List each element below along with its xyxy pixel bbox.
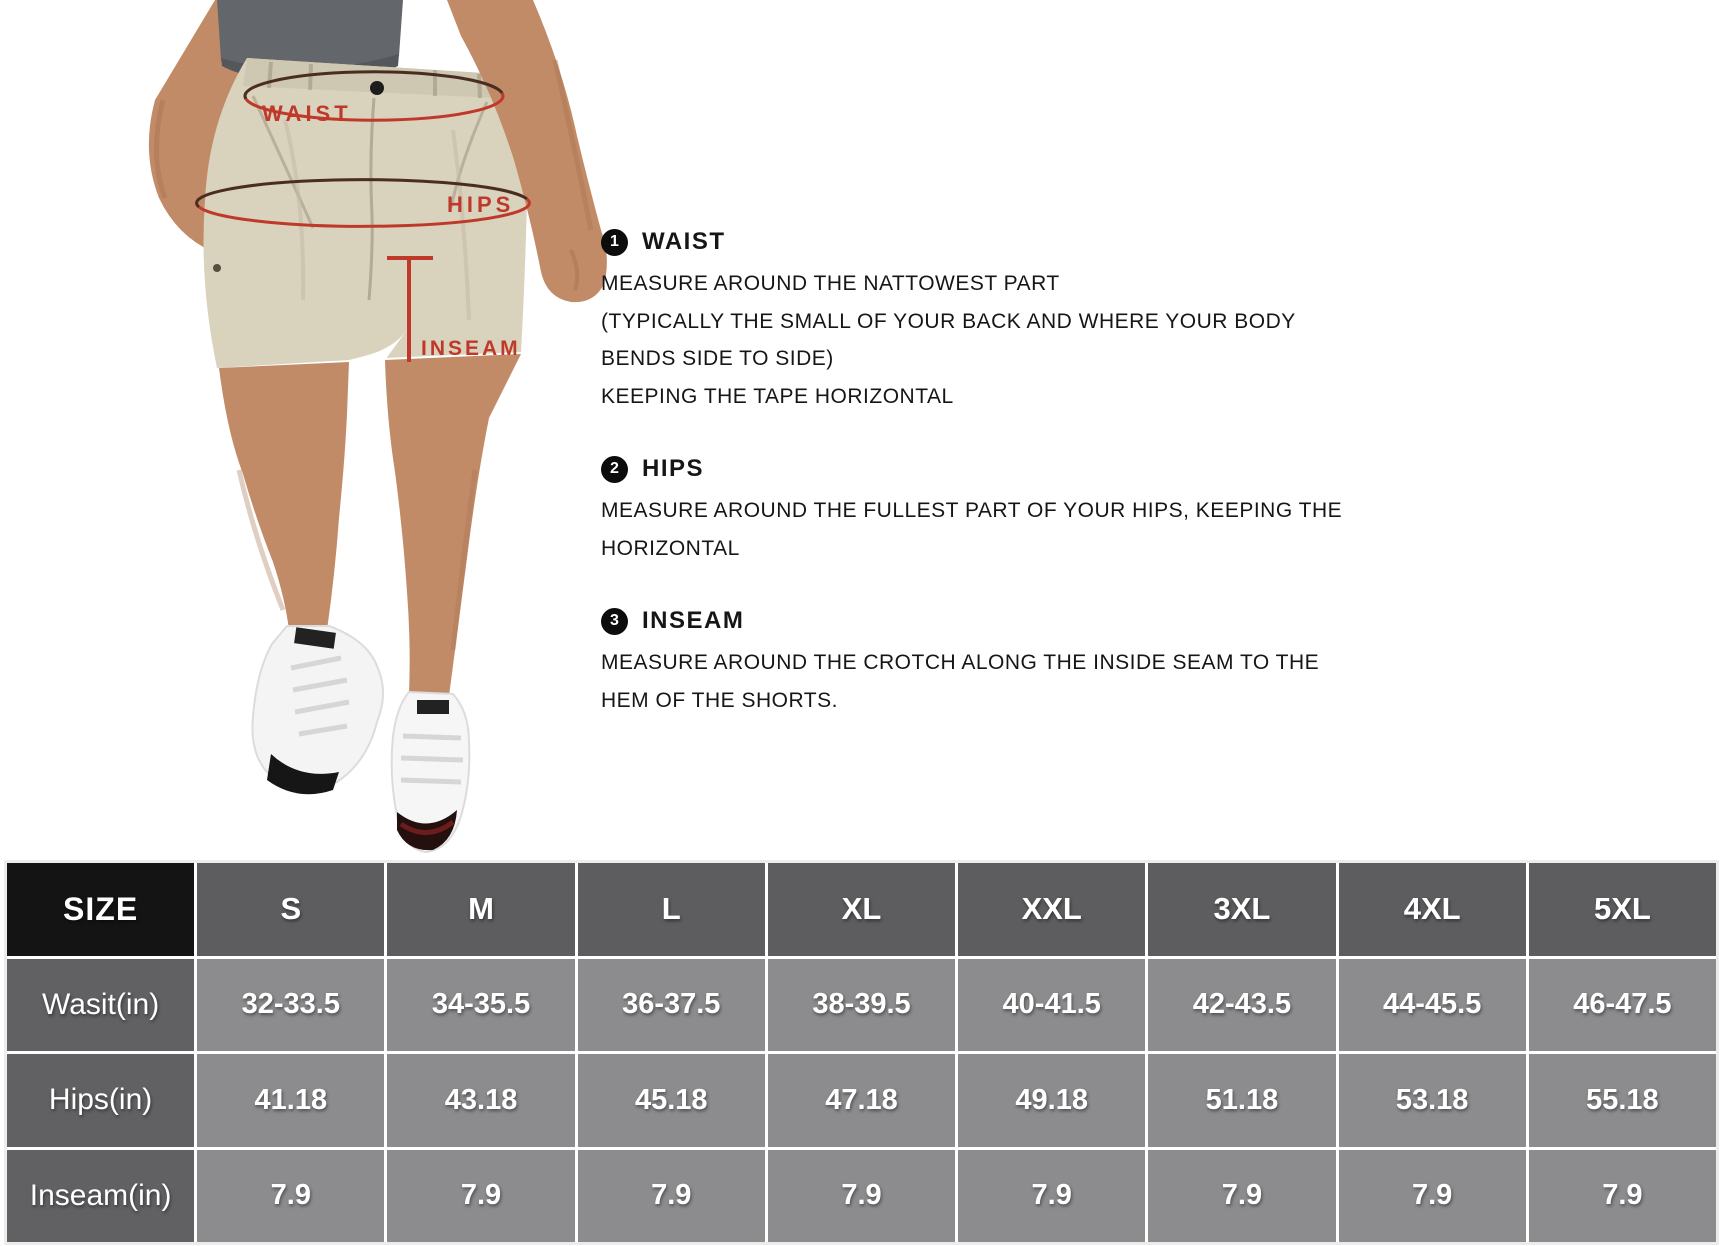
size-column-header: 5XL [1529, 863, 1716, 956]
hips-instruction-title: HIPS [642, 455, 705, 482]
size-column-header: XXL [958, 863, 1145, 956]
hips-instruction-line: HORIZONTAL [601, 536, 740, 560]
bullet-1-icon: 1 [601, 229, 628, 256]
size-value-cell: 47.18 [768, 1054, 955, 1147]
right-shoe [392, 692, 470, 852]
instruction-hips [601, 455, 1401, 567]
size-value-cell: 7.9 [768, 1150, 955, 1243]
size-column-header: L [578, 863, 765, 956]
left-leg [219, 362, 349, 630]
size-value-cell: 45.18 [578, 1054, 765, 1147]
measuring-instructions [601, 228, 1401, 759]
inseam-instruction-line: MEASURE AROUND THE CROTCH ALONG THE INSIDE SEAM TO THE [601, 651, 1320, 674]
model-illustration [135, 0, 635, 860]
size-row-label: Inseam(in) [7, 1150, 194, 1243]
size-row-label: Wasit(in) [7, 959, 194, 1052]
shorts-button [370, 81, 384, 95]
inseam-annotation-label: INSEAM [421, 337, 521, 360]
size-value-cell: 34-35.5 [387, 959, 574, 1052]
inseam-instruction-title: INSEAM [642, 607, 745, 634]
size-column-header: XL [768, 863, 955, 956]
inseam-instruction-line: HEM OF THE SHORTS. [601, 688, 838, 712]
size-value-cell: 7.9 [958, 1150, 1145, 1243]
left-shoe [252, 626, 383, 794]
size-value-cell: 32-33.5 [197, 959, 384, 1052]
size-value-cell: 44-45.5 [1339, 959, 1526, 1052]
size-column-header: 3XL [1148, 863, 1335, 956]
size-value-cell: 51.18 [1148, 1054, 1335, 1147]
model-photo [135, 0, 635, 860]
waist-instruction-line: (TYPICALLY THE SMALL OF YOUR BACK AND WHERE YOUR BODY [601, 309, 1296, 333]
size-value-cell: 7.9 [197, 1150, 384, 1243]
size-value-cell: 49.18 [958, 1054, 1145, 1147]
instruction-waist [601, 228, 1401, 415]
hips-instruction-line: MEASURE AROUND THE FULLEST PART OF YOUR HIPS, KEEPING THE [601, 499, 1343, 522]
bullet-2-icon: 2 [601, 456, 628, 483]
size-column-header: 4XL [1339, 863, 1526, 956]
waist-instruction-title: WAIST [642, 228, 726, 255]
waist-instruction-line: MEASURE AROUND THE NATTOWEST PART [601, 272, 1060, 295]
size-value-cell: 42-43.5 [1148, 959, 1335, 1052]
size-value-cell: 41.18 [197, 1054, 384, 1147]
size-value-cell: 38-39.5 [768, 959, 955, 1052]
size-table-corner: SIZE [7, 863, 194, 956]
size-value-cell: 46-47.5 [1529, 959, 1716, 1052]
waist-annotation-label: WAIST [262, 101, 352, 126]
size-value-cell: 36-37.5 [578, 959, 765, 1052]
size-value-cell: 7.9 [387, 1150, 574, 1243]
waist-instruction-line: BENDS SIDE TO SIDE) [601, 347, 834, 370]
size-column-header: M [387, 863, 574, 956]
hips-annotation-label: HIPS [447, 192, 515, 217]
waist-instruction-line: KEEPING THE TAPE HORIZONTAL [601, 384, 954, 408]
size-value-cell: 7.9 [578, 1150, 765, 1243]
instruction-inseam [601, 607, 1401, 719]
size-value-cell: 7.9 [1339, 1150, 1526, 1243]
size-value-cell: 55.18 [1529, 1054, 1716, 1147]
size-column-header: S [197, 863, 384, 956]
size-table [4, 860, 1719, 1245]
size-value-cell: 7.9 [1529, 1150, 1716, 1243]
size-value-cell: 53.18 [1339, 1054, 1526, 1147]
size-row-label: Hips(in) [7, 1054, 194, 1147]
size-value-cell: 7.9 [1148, 1150, 1335, 1243]
size-value-cell: 40-41.5 [958, 959, 1145, 1052]
bullet-3-icon: 3 [601, 608, 628, 635]
size-value-cell: 43.18 [387, 1054, 574, 1147]
